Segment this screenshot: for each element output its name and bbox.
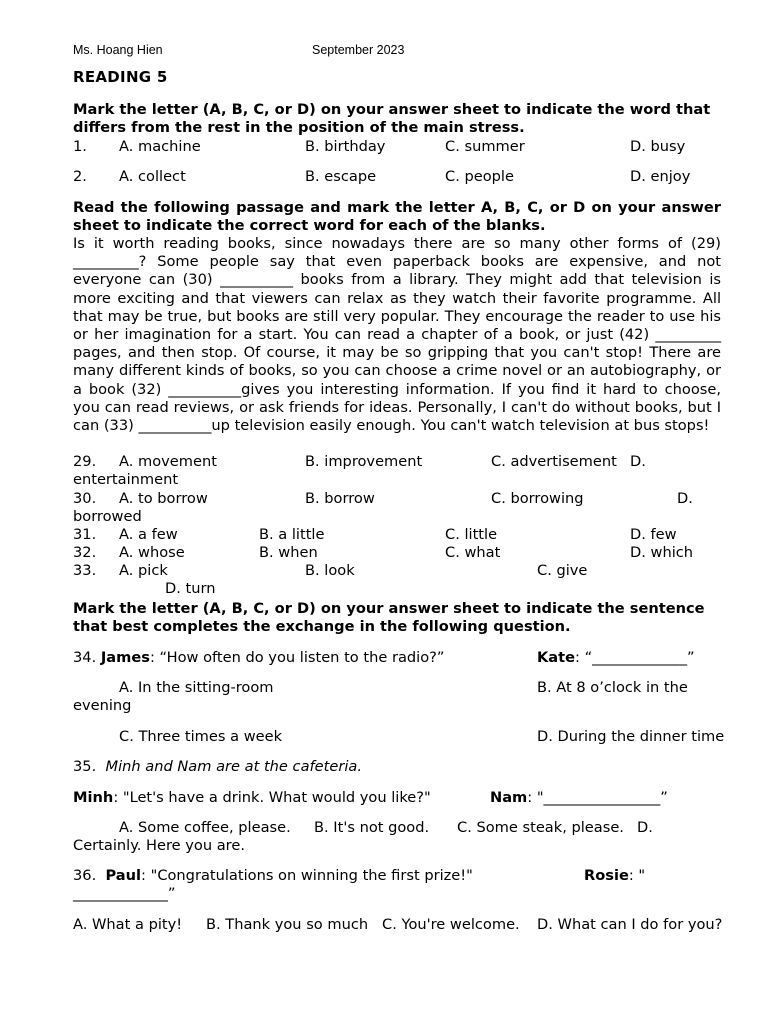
option-d: D. turn: [165, 580, 216, 597]
option-d-wrapped: borrowed: [73, 508, 142, 525]
question-36-line: [73, 867, 473, 884]
option-a: A. movement: [119, 453, 217, 470]
speaker-name: Rosie: [584, 867, 629, 884]
option-c: C. You're welcome.: [382, 916, 520, 933]
option-d-prefix: D.: [637, 819, 653, 836]
speaker-name: Kate: [537, 649, 576, 666]
speaker-name: Minh: [73, 789, 114, 806]
option-b: B. It's not good.: [314, 819, 430, 836]
option-b: B. look: [305, 562, 355, 579]
speaker-name: Nam: [490, 789, 528, 806]
option-b: B. when: [259, 544, 318, 561]
option-b-start: B. At 8 o’clock in the: [537, 679, 688, 696]
question-number: 34.: [73, 649, 97, 666]
question-number: 33.: [73, 562, 97, 579]
option-c: C. Three times a week: [119, 728, 283, 745]
section2-instruction: Read the following passage and mark the letter A, B, C, or D on your answer sheet to indicate the correct word for each of the blanks.: [73, 199, 721, 235]
reading-passage: Is it worth reading books, since nowadays there are so many other forms of (29) _________? Some people say that even paperback books are expensive, and not everyone can (30) __________ books from a library. They might add that television is more exciting and that viewers can relax as they watch their favorite programme. All that may be true, but books are still very popular. They encourage the reader to use his or her imagination for a start. You can read a chapter of a book, or just (42) _________ pages, and then stop. Of course, it may be so gripping that you can't stop! There are many different kinds of books, so you can choose a crime novel or an autobiography, or a book (32) __________gives you interesting information. If you find it hard to choose, you can read reviews, or ask friends for ideas. Personally, I can't do without books, but I can (33) __________up television easily enough. You can't watch television at bus stops!: [73, 235, 721, 435]
option-d: D. which: [630, 544, 694, 561]
speaker-line: : "Congratulations on winning the first prize!": [141, 867, 473, 884]
option-b: B. borrow: [305, 490, 375, 507]
teacher-name: Ms. Hoang Hien: [73, 43, 163, 57]
speaker-name: James: [100, 649, 150, 666]
option-b: B. improvement: [305, 453, 423, 470]
option-c: C. what: [445, 544, 501, 561]
answer-blank: _____________”: [73, 885, 176, 902]
question-number: 32.: [73, 544, 97, 561]
context-text: Minh and Nam are at the cafeteria.: [105, 758, 362, 775]
option-d: D. few: [630, 526, 677, 543]
question-35-line: [73, 789, 431, 806]
option-a: A. What a pity!: [73, 916, 183, 933]
option-d: D. What can I do for you?: [537, 916, 723, 933]
speaker-line: : ": [628, 867, 646, 884]
option-d-wrapped: entertainment: [73, 471, 179, 488]
question-35-context: [73, 758, 362, 775]
speaker-line: : "Let's have a drink. What would you like?": [113, 789, 431, 806]
option-d: D. busy: [630, 138, 686, 155]
option-d-prefix: D.: [630, 453, 646, 470]
worksheet-date: September 2023: [312, 43, 405, 57]
question-number: 35.: [73, 758, 97, 775]
option-c: C. advertisement: [491, 453, 617, 470]
option-c: C. borrowing: [491, 490, 584, 507]
option-d-prefix: D.: [677, 490, 693, 507]
question-number: 30.: [73, 490, 97, 507]
question-number: 29.: [73, 453, 97, 470]
question-number: 2.: [73, 168, 87, 185]
option-a: A. pick: [119, 562, 168, 579]
option-a: A. Some coffee, please.: [119, 819, 291, 836]
option-b: B. escape: [305, 168, 377, 185]
option-b-wrapped: evening: [73, 697, 132, 714]
option-c: C. summer: [445, 138, 525, 155]
option-c: C. Some steak, please.: [457, 819, 624, 836]
option-a: A. to borrow: [119, 490, 208, 507]
option-b: B. Thank you so much: [206, 916, 369, 933]
option-c: C. people: [445, 168, 514, 185]
speaker-line: : "________________”: [527, 789, 668, 806]
section1-instruction: Mark the letter (A, B, C, or D) on your answer sheet to indicate the word that differs from the rest in the position of the main stress.: [73, 101, 711, 137]
option-d: D. During the dinner time: [537, 728, 725, 745]
option-d-wrapped: Certainly. Here you are.: [73, 837, 245, 854]
option-c: C. give: [537, 562, 588, 579]
option-b: B. a little: [259, 526, 325, 543]
speaker-line: : “How often do you listen to the radio?”: [149, 649, 445, 666]
option-a: A. In the sitting-room: [119, 679, 274, 696]
question-34-line: [73, 649, 444, 666]
question-35-response: [490, 789, 668, 806]
option-b: B. birthday: [305, 138, 386, 155]
option-a: A. a few: [119, 526, 178, 543]
question-number: 36.: [73, 867, 97, 884]
option-a: A. collect: [119, 168, 186, 185]
option-a: A. machine: [119, 138, 201, 155]
speaker-line: : “_____________”: [575, 649, 695, 666]
question-number: 1.: [73, 138, 87, 155]
speaker-name: Paul: [105, 867, 142, 884]
option-d: D. enjoy: [630, 168, 691, 185]
section3-instruction: Mark the letter (A, B, C, or D) on your answer sheet to indicate the sentence that best completes the exchange in the following question.: [73, 600, 705, 636]
question-number: 31.: [73, 526, 97, 543]
page-title: READING 5: [73, 68, 168, 86]
option-a: A. whose: [119, 544, 185, 561]
option-c: C. little: [445, 526, 498, 543]
question-36-response: [584, 867, 645, 884]
question-34-response: [537, 649, 695, 666]
